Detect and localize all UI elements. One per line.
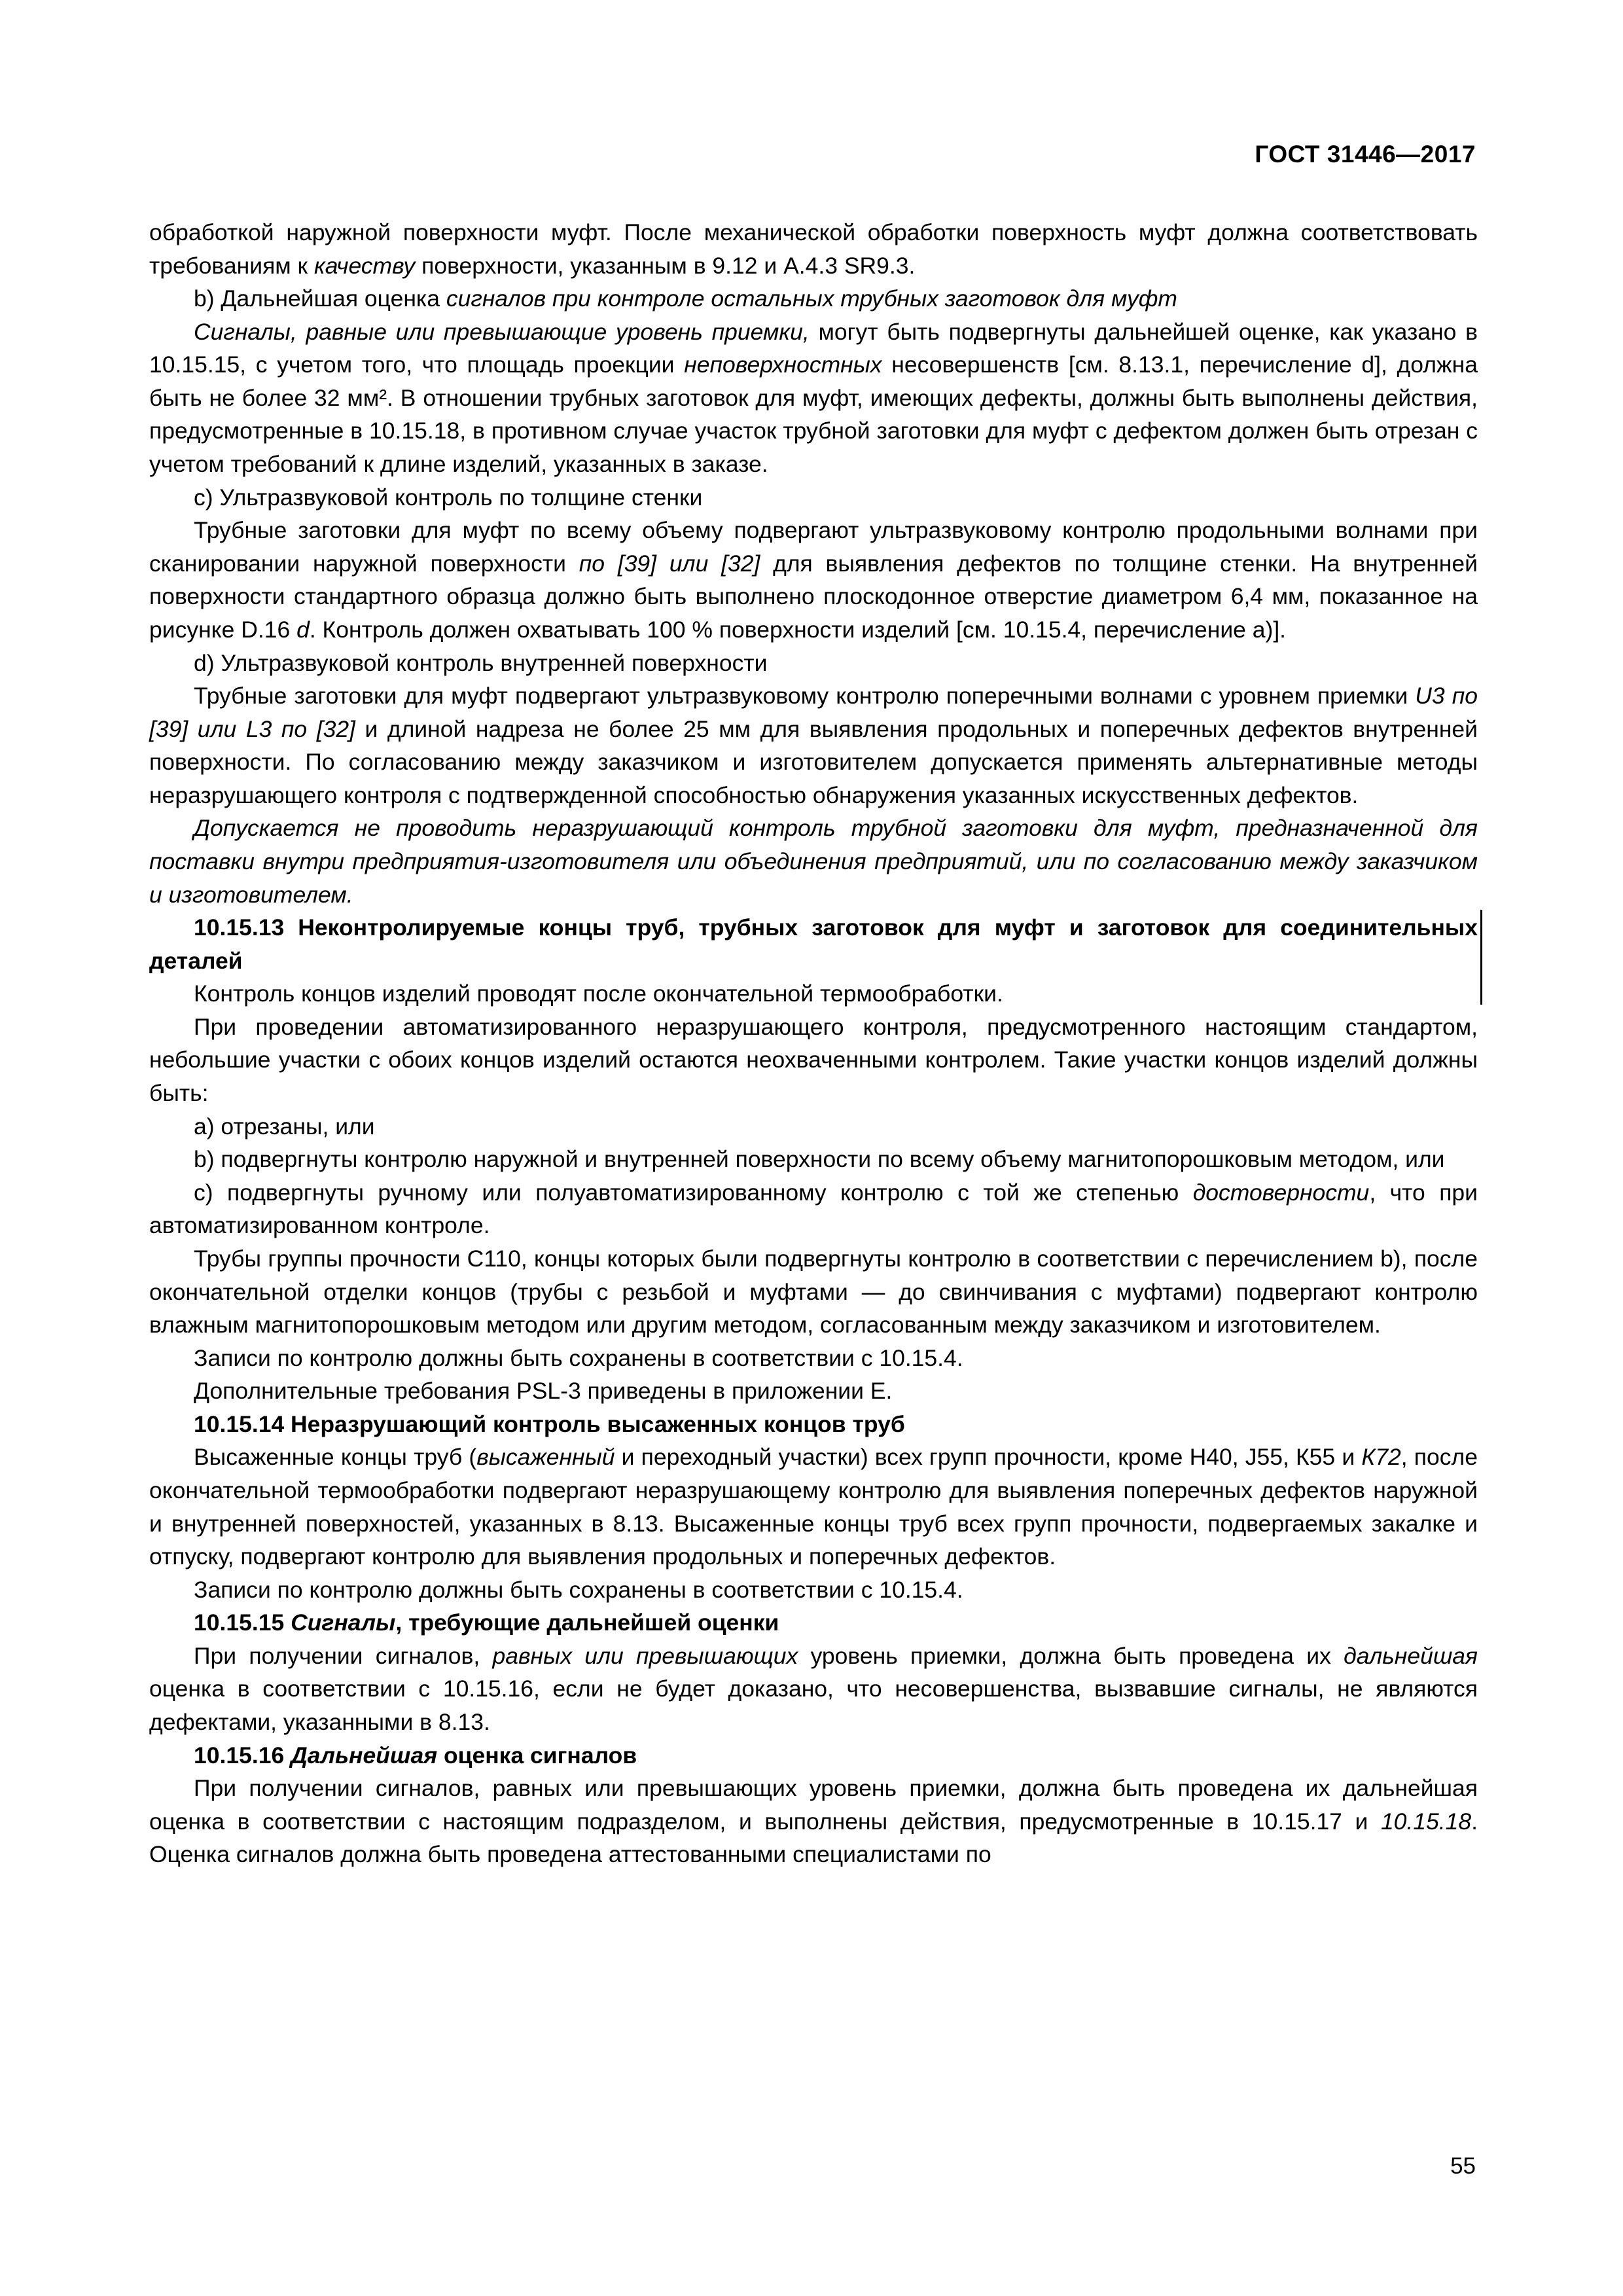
p20-text1: При получении сигналов, равных или превышающих уровень приемки, должна быть проведена их дальнейшая оценка в соответствии с настоящим подразделом, и выполнены действия, предусмотренные в 10.15.17 и <box>149 1775 1478 1835</box>
p17-text3: , после окончательной термообработки подвергают неразрушающему контролю для выявления поперечных дефектов наружной и внутренней поверхностей, указанных в 8.13. Высаженные концы труб всех групп прочности, подвергаемых закалке и отпуску, подвергают контролю для выявления продольных и поперечных дефектов. <box>149 1444 1478 1570</box>
paragraph-19 <box>149 1640 1478 1739</box>
heading-10-15-15 <box>149 1606 1478 1640</box>
p3-text2: несовершенств [см. 8.13.1, перечисление d], должна быть не более 32 мм². В отношении трубных заготовок для муфт, имеющих дефекты, должны быть выполнены действия, предусмотренные в 10.15.18, в противном случае участок трубной заготовки для муфт с дефектом должен быть отрезан с учетом требований к длине изделий, указанных в заказе. <box>149 351 1478 478</box>
heading-10-15-13: 10.15.13 Неконтролируемые концы труб, трубных заготовок для муфт и заготовок для соединительных деталей <box>149 914 1478 974</box>
p1-part1: обработкой наружной поверхности муфт <box>149 219 605 245</box>
heading-10-15-14: 10.15.14 Неразрушающий контроль высаженных концов труб <box>194 1410 905 1437</box>
paragraph-4-item-c: c) Ультразвуковой контроль по толщине стенки <box>194 484 703 511</box>
h3-italic: Сигналы <box>291 1609 396 1636</box>
paragraph-9: Контроль концов изделий проводят после окончательной термообработки. <box>194 980 1003 1007</box>
paragraph-11-item-a: a) отрезаны, или <box>194 1113 375 1139</box>
p17-text1: Высаженные концы труб ( <box>194 1444 477 1471</box>
p5-italic1: по [39] или [32] <box>579 550 760 577</box>
paragraph-17 <box>149 1441 1478 1573</box>
change-bar <box>1480 910 1482 1005</box>
paragraph-18: Записи по контролю должны быть сохранены в соответствии с 10.15.4. <box>194 1576 963 1603</box>
p13-italic1: достоверности <box>1192 1179 1370 1206</box>
paragraph-3 <box>149 315 1478 481</box>
h4-italic: Дальнейшая <box>291 1742 438 1768</box>
page-header-standard: ГОСТ 31446—2017 <box>1255 141 1476 168</box>
p1-part3-italic: качеству <box>313 252 416 279</box>
p3-italic1: Сигналы, равные или превышающие уровень приемки, <box>194 318 810 345</box>
document-body <box>149 216 1478 1871</box>
p7-italic1: U3 по [39] или L3 по [32] <box>149 683 1478 742</box>
p13-text1: c) подвергнуты ручному или полуавтоматизированному контролю с той же степенью <box>194 1179 1193 1206</box>
p17-italic2: К72 <box>1361 1444 1401 1471</box>
paragraph-6-item-d: d) Ультразвуковой контроль внутренней поверхности <box>194 649 768 676</box>
paragraph-12-item-b: b) подвергнуты контролю наружной и внутренней поверхности по всему объему магнитопорошковым методом, или <box>194 1146 1445 1173</box>
p20-text2: . Оценка сигналов должна быть проведена аттестованными специалистами по <box>149 1808 1478 1868</box>
p5-text3: . Контроль должен охватывать 100 % поверхности изделий [см. 10.15.4, перечисление a)]. <box>309 616 1287 643</box>
paragraph-16: Дополнительные требования PSL-3 приведены в приложении Е. <box>194 1378 893 1405</box>
p7-text2: и длиной надреза не более 25 мм для выявления продольных и поперечных дефектов внутренней поверхности. По согласованию между заказчиком и изготовителем допускается применять альтернативные методы неразрушающего контроля с подтвержденной способностью обнаружения указанных искусственных дефектов. <box>149 715 1478 808</box>
p3-italic2: неповерхностных <box>684 351 882 378</box>
p19-text3: оценка в соответствии с 10.15.16, если не будет доказано, что несовершенства, вызвавшие сигналы, не являются дефектами, указанными в 8.13. <box>149 1676 1478 1736</box>
paragraph-1 <box>149 216 1478 282</box>
h4-rest: оценка сигналов <box>437 1742 637 1768</box>
p5-text1: Трубные заготовки для муфт по всему объему подвергают ультразвуковому контролю продольными волнами при сканировании наружной поверхности <box>149 517 1478 577</box>
p1-part4: поверхности, указанным в 9.12 и А.4.3 SR9.3. <box>415 252 916 279</box>
heading-10-15-16 <box>149 1739 1478 1772</box>
p20-italic1: 10.15.18 <box>1380 1808 1472 1835</box>
paragraph-20 <box>149 1772 1478 1871</box>
h4-num: 10.15.16 <box>194 1742 291 1768</box>
p19-italic1: равных или превышающих <box>492 1642 798 1669</box>
paragraph-2-item-b <box>149 282 1478 315</box>
paragraph-14: Трубы группы прочности С110, концы которых были подвергнуты контролю в соответствии с перечислением b), после окончательной отделки концов (трубы с резьбой и муфтами — до свинчивания с муфтами) подвергают контролю влажным магнитопорошковым методом или другим методом, согласованным между заказчиком и изготовителем. <box>149 1245 1478 1338</box>
paragraph-13-item-c <box>149 1176 1478 1242</box>
p2-label: b) Дальнейшая оценка <box>194 285 446 312</box>
p2-italic: сигналов при контроле остальных трубных заготовок для муфт <box>446 285 1177 312</box>
p17-text2: и переходный участки) всех групп прочности, кроме Н40, J55, К55 и <box>615 1444 1362 1471</box>
paragraph-5 <box>149 514 1478 646</box>
h3-rest: , требующие дальнейшей оценки <box>395 1609 779 1636</box>
page-number: 55 <box>1450 2153 1476 2179</box>
paragraph-15: Записи по контролю должны быть сохранены в соответствии с 10.15.4. <box>194 1344 963 1371</box>
p13-text2: , что при автоматизированном контроле. <box>149 1179 1478 1239</box>
h3-num: 10.15.15 <box>194 1609 291 1636</box>
p5-text2: для выявления дефектов по толщине стенки. На внутренней поверхности стандартного образца должно быть выполнено плоскодонное отверстие диаметром 6,4 мм, показанное на рисунке D.16 <box>149 550 1478 643</box>
p1-part2: . После механической обработки поверхность муфт должна соответствовать требованиям к <box>149 219 1478 279</box>
p19-text2: уровень приемки, должна быть проведена их <box>798 1642 1344 1669</box>
p17-italic1: высаженный <box>476 1444 615 1471</box>
p19-text1: При получении сигналов, <box>194 1642 493 1669</box>
p19-italic2: дальнейшая <box>1344 1642 1478 1669</box>
p5-italic2: d <box>296 616 310 643</box>
paragraph-7 <box>149 679 1478 812</box>
p7-text1: Трубные заготовки для муфт подвергают ультразвуковому контролю поперечными волнами с уровнем приемки <box>194 683 1416 709</box>
paragraph-10: При проведении автоматизированного неразрушающего контроля, предусмотренного настоящим стандартом, небольшие участки с обоих концов изделий остаются неохваченными контролем. Такие участки концов изделий должны быть: <box>149 1013 1478 1107</box>
paragraph-8-note: Допускается не проводить неразрушающий контроль трубной заготовки для муфт, предназначенной для поставки внутри предприятия-изготовителя или объединения предприятий, или по согласованию между заказчиком и изготовителем. <box>149 815 1478 908</box>
p3-text1: могут быть подвергнуты дальнейшей оценке, как указано в 10.15.15, с учетом того, что площадь проекции <box>149 318 1478 378</box>
